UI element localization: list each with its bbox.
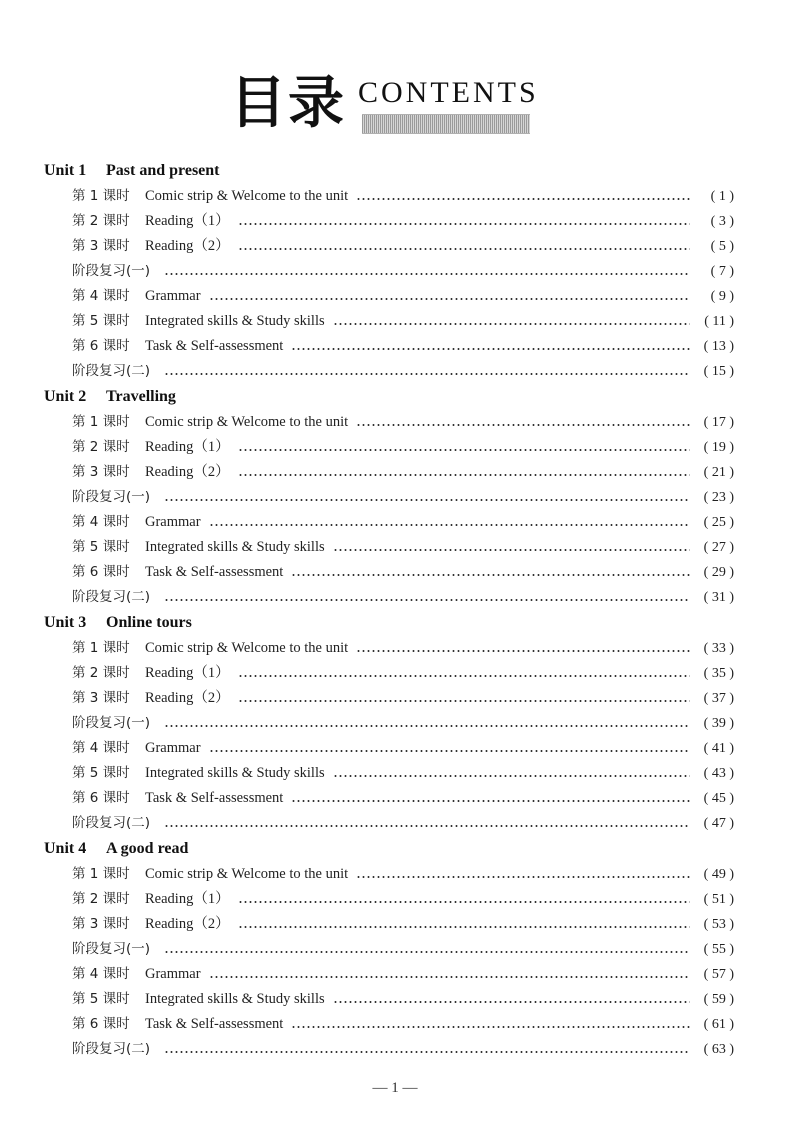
unit-title: Online tours [106,614,192,631]
toc-entry[interactable] [44,535,734,560]
page-reference: ( 63 ) [703,1042,734,1057]
dot-leader [209,976,690,978]
toc-entry[interactable] [44,937,734,962]
lesson-name: Reading（1） [145,213,230,229]
lesson-name: Grammar [145,288,201,304]
dot-leader [356,650,690,652]
lesson-name: Grammar [145,740,201,756]
dot-leader [291,574,690,576]
dot-leader [238,901,690,903]
page-reference: ( 23 ) [703,490,734,505]
lesson-label: 阶段复习(一) [72,715,151,731]
unit-heading [44,384,734,410]
lesson-name: Reading（1） [145,439,230,455]
lesson-label: 第 5 课时 [72,765,130,781]
dot-leader [291,348,690,350]
page-reference: ( 45 ) [703,791,734,806]
lesson-label: 第 2 课时 [72,665,130,681]
toc-entry[interactable] [44,309,734,334]
toc-entry[interactable] [44,585,734,610]
page-number: — 1 — [372,1080,418,1096]
lesson-label: 第 6 课时 [72,790,130,806]
toc-entry[interactable] [44,284,734,309]
toc-entry[interactable] [44,1037,734,1062]
lesson-name: Integrated skills & Study skills [145,765,325,781]
lesson-name: Integrated skills & Study skills [145,539,325,555]
lesson-label: 第 3 课时 [72,690,130,706]
dot-leader [333,775,690,777]
unit-heading [44,836,734,862]
toc-entry[interactable] [44,359,734,384]
toc-entry[interactable] [44,234,734,259]
dot-leader [164,499,690,501]
dot-leader [238,474,690,476]
lesson-label: 第 6 课时 [72,338,130,354]
unit-title: Travelling [106,388,176,405]
toc-entry[interactable] [44,334,734,359]
lesson-label: 第 1 课时 [72,188,130,204]
dot-leader [164,725,690,727]
lesson-label: 第 5 课时 [72,539,130,555]
lesson-label: 第 4 课时 [72,740,130,756]
toc-entry[interactable] [44,259,734,284]
lesson-label: 第 2 课时 [72,213,130,229]
lesson-label: 第 4 课时 [72,966,130,982]
table-of-contents [44,158,734,1062]
page-reference: ( 43 ) [703,766,734,781]
lesson-label: 第 1 课时 [72,866,130,882]
dot-leader [238,700,690,702]
lesson-name: Grammar [145,514,201,530]
page-reference: ( 1 ) [710,189,734,204]
lesson-name: Grammar [145,966,201,982]
page-reference: ( 35 ) [703,666,734,681]
lesson-label: 第 1 课时 [72,414,130,430]
toc-entry[interactable] [44,184,734,209]
page-reference: ( 51 ) [703,892,734,907]
dot-leader [291,800,690,802]
lesson-name: Reading（2） [145,464,230,480]
toc-entry[interactable] [44,912,734,937]
lesson-label: 第 4 课时 [72,514,130,530]
lesson-label: 阶段复习(二) [72,1041,151,1057]
page-reference: ( 47 ) [703,816,734,831]
toc-entry[interactable] [44,1012,734,1037]
page-reference: ( 13 ) [703,339,734,354]
lesson-name: Task & Self-assessment [145,338,284,354]
dot-leader [164,273,690,275]
dot-leader [333,1001,690,1003]
lesson-name: Integrated skills & Study skills [145,313,325,329]
page-reference: ( 39 ) [703,716,734,731]
page-reference: ( 25 ) [703,515,734,530]
unit-heading [44,610,734,636]
toc-entry[interactable] [44,736,734,761]
lesson-label: 阶段复习(二) [72,815,151,831]
toc-entry[interactable] [44,209,734,234]
lesson-label: 第 3 课时 [72,916,130,932]
toc-entry[interactable] [44,786,734,811]
dot-leader [333,549,690,551]
page-reference: ( 59 ) [703,992,734,1007]
contents-header [230,71,550,136]
unit-title: A good read [106,840,189,857]
toc-entry[interactable] [44,485,734,510]
unit-number: Unit 1 [44,162,87,179]
page-reference: ( 17 ) [703,415,734,430]
page-reference: ( 19 ) [703,440,734,455]
page-reference: ( 55 ) [703,942,734,957]
dot-leader [356,198,690,200]
lesson-name: Task & Self-assessment [145,1016,284,1032]
lesson-label: 第 5 课时 [72,313,130,329]
lesson-name: Comic strip & Welcome to the unit [145,188,349,204]
dot-leader [291,1026,690,1028]
dot-leader [238,675,690,677]
page-reference: ( 33 ) [703,641,734,656]
unit-number: Unit 4 [44,840,87,857]
toc-entry[interactable] [44,560,734,585]
lesson-label: 第 3 课时 [72,464,130,480]
page-reference: ( 5 ) [710,239,734,254]
page-reference: ( 15 ) [703,364,734,379]
dot-leader [238,449,690,451]
page-reference: ( 21 ) [703,465,734,480]
lesson-name: Comic strip & Welcome to the unit [145,414,349,430]
lesson-name: Reading（2） [145,690,230,706]
dot-leader [209,750,690,752]
page-reference: ( 9 ) [710,289,734,304]
unit-number: Unit 3 [44,614,87,631]
dot-leader [238,248,690,250]
lesson-label: 第 1 课时 [72,640,130,656]
lesson-label: 第 6 课时 [72,564,130,580]
lesson-label: 阶段复习(一) [72,263,151,279]
dot-leader [238,926,690,928]
toc-entry[interactable] [44,887,734,912]
lesson-name: Comic strip & Welcome to the unit [145,640,349,656]
page-reference: ( 53 ) [703,917,734,932]
page-reference: ( 3 ) [710,214,734,229]
lesson-label: 阶段复习(二) [72,589,151,605]
dot-leader [238,223,690,225]
dot-leader [356,876,690,878]
toc-entry[interactable] [44,460,734,485]
page-reference: ( 49 ) [703,867,734,882]
toc-entry[interactable] [44,962,734,987]
lesson-label: 阶段复习(一) [72,489,151,505]
lesson-label: 阶段复习(一) [72,941,151,957]
dot-leader [164,373,690,375]
dot-leader [164,599,690,601]
page-reference: ( 29 ) [703,565,734,580]
page-reference: ( 37 ) [703,691,734,706]
lesson-label: 第 6 课时 [72,1016,130,1032]
toc-entry[interactable] [44,410,734,435]
lesson-name: Task & Self-assessment [145,790,284,806]
dot-leader [209,298,690,300]
dot-leader [209,524,690,526]
lesson-label: 第 5 课时 [72,991,130,1007]
page-reference: ( 27 ) [703,540,734,555]
toc-entry[interactable] [44,510,734,535]
dot-leader [164,825,690,827]
page-reference: ( 31 ) [703,590,734,605]
dot-leader [356,424,690,426]
page-reference: ( 61 ) [703,1017,734,1032]
toc-entry[interactable] [44,761,734,786]
lesson-label: 阶段复习(二) [72,363,151,379]
page-reference: ( 57 ) [703,967,734,982]
page-reference: ( 41 ) [703,741,734,756]
page-reference: ( 11 ) [704,314,734,329]
toc-entry[interactable] [44,711,734,736]
lesson-label: 第 4 课时 [72,288,130,304]
title-decorative-bar [362,114,530,134]
lesson-name: Reading（2） [145,916,230,932]
lesson-name: Task & Self-assessment [145,564,284,580]
lesson-name: Reading（2） [145,238,230,254]
toc-entry[interactable] [44,661,734,686]
lesson-name: Comic strip & Welcome to the unit [145,866,349,882]
toc-entry[interactable] [44,686,734,711]
page-reference: ( 7 ) [710,264,734,279]
page-title-chinese: 目录 [230,71,346,136]
lesson-label: 第 2 课时 [72,439,130,455]
lesson-label: 第 2 课时 [72,891,130,907]
unit-heading [44,158,734,184]
lesson-name: Reading（1） [145,665,230,681]
toc-entry[interactable] [44,811,734,836]
lesson-name: Integrated skills & Study skills [145,991,325,1007]
page-title-english: CONTENTS [358,76,539,109]
lesson-label: 第 3 课时 [72,238,130,254]
dot-leader [164,951,690,953]
lesson-name: Reading（1） [145,891,230,907]
toc-entry[interactable] [44,435,734,460]
dot-leader [164,1051,690,1053]
unit-title: Past and present [106,162,220,179]
unit-number: Unit 2 [44,388,87,405]
toc-entry[interactable] [44,636,734,661]
toc-entry[interactable] [44,987,734,1012]
toc-entry[interactable] [44,862,734,887]
dot-leader [333,323,690,325]
